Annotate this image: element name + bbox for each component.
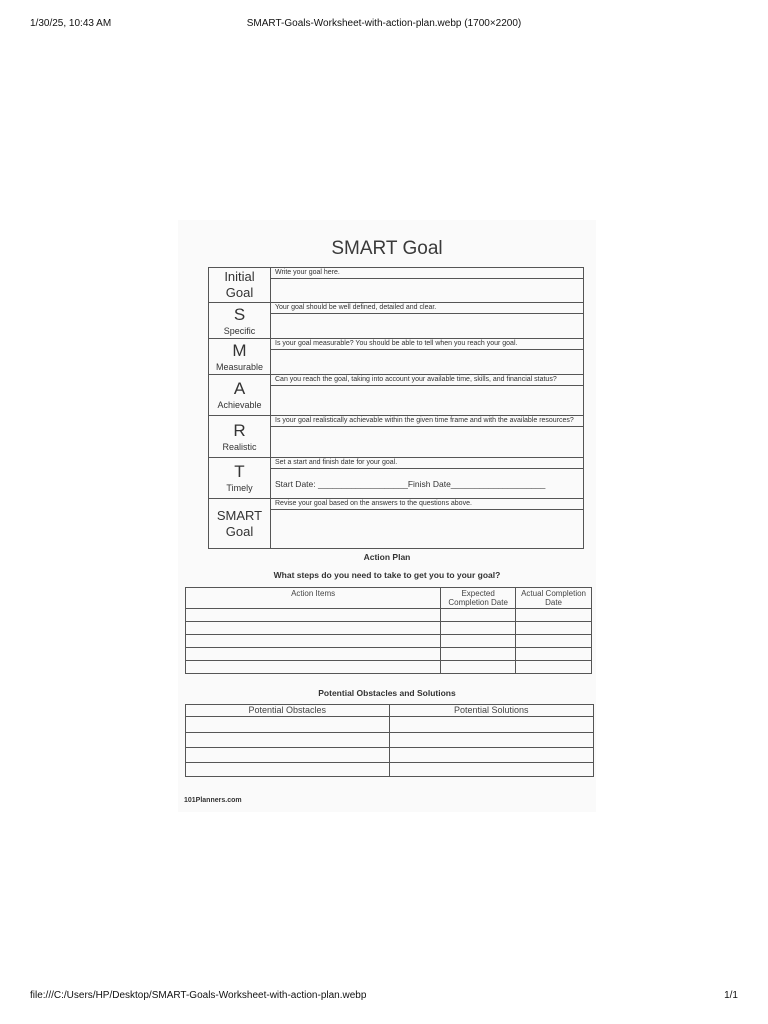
- worksheet-image: [178, 220, 596, 812]
- smart-row-measurable: [209, 339, 583, 375]
- smart-row-letter: R: [233, 420, 246, 440]
- actual-date-cell: [516, 661, 592, 674]
- smart-row-body: [271, 339, 583, 374]
- smart-row-answer-area: [271, 279, 583, 302]
- solution-cell: [389, 717, 594, 733]
- smart-row-prompt: Revise your goal based on the answers to the questions above.: [271, 499, 583, 510]
- finish-date-field: Finish Date____________________: [407, 479, 546, 489]
- table-row: [186, 763, 594, 777]
- smart-row-letter: T: [234, 462, 245, 481]
- expected-date-cell: [441, 635, 516, 648]
- obstacles-table: [185, 704, 594, 777]
- smart-row-letter: A: [233, 379, 246, 398]
- solution-cell: [389, 733, 594, 748]
- smart-row-answer-area: [271, 510, 583, 548]
- action-item-cell: [186, 635, 441, 648]
- obstacle-cell: [186, 763, 390, 777]
- date-fields: [271, 469, 583, 498]
- smart-row-prompt: Can you reach the goal, taking into account your available time, skills, and financial status?: [271, 375, 583, 386]
- action-plan-header-row: [186, 588, 592, 609]
- smart-row-answer-area: [271, 427, 583, 457]
- smart-row-label: [209, 268, 271, 302]
- smart-row-label: [209, 416, 271, 457]
- smart-row-body: [271, 375, 583, 415]
- action-plan-question: What steps do you need to take to get you to your goal?: [273, 570, 501, 580]
- actual-date-cell: [516, 635, 592, 648]
- smart-row-smart-goal: [209, 499, 583, 548]
- smart-row-answer-area: [271, 314, 583, 338]
- actual-date-cell: [516, 648, 592, 661]
- table-row: [186, 609, 592, 622]
- smart-row-body: [271, 268, 583, 302]
- print-file-path: file:///C:/Users/HP/Desktop/SMART-Goals-Worksheet-with-action-plan.webp: [30, 990, 367, 1001]
- brand-footer: 101Planners.com: [184, 797, 242, 804]
- print-timestamp: 1/30/25, 10:43 AM: [30, 18, 112, 29]
- table-row: [186, 622, 592, 635]
- action-item-cell: [186, 622, 441, 635]
- smart-row-word: Goal: [225, 285, 254, 300]
- smart-row-prompt: Is your goal measurable? You should be able to tell when you reach your goal.: [271, 339, 583, 350]
- smart-row-prompt: Your goal should be well defined, detailed and clear.: [271, 303, 583, 314]
- smart-row-letter: M: [232, 340, 247, 360]
- solution-cell: [389, 763, 594, 777]
- smart-row-label: [209, 303, 271, 338]
- action-items-header: Action Items: [186, 588, 441, 609]
- smart-row-prompt: Is your goal realistically achievable within the given time frame and with the available resources?: [271, 416, 583, 427]
- smart-row-answer-area: [271, 386, 583, 415]
- smart-row-letter: SMART: [216, 507, 263, 523]
- print-document-title: SMART-Goals-Worksheet-with-action-plan.webp (1700×2200): [246, 18, 522, 29]
- smart-row-label: [209, 499, 271, 548]
- smart-row-realistic: [209, 416, 583, 458]
- action-plan-table: [185, 587, 592, 674]
- table-row: [186, 648, 592, 661]
- smart-row-answer-area: [271, 350, 583, 374]
- smart-row-word: Measurable: [215, 361, 264, 372]
- action-item-cell: [186, 609, 441, 622]
- actual-date-cell: [516, 622, 592, 635]
- smart-row-body: [271, 458, 583, 498]
- smart-row-achievable: [209, 375, 583, 416]
- table-row: [186, 661, 592, 674]
- expected-date-cell: [441, 622, 516, 635]
- smart-row-body: [271, 416, 583, 457]
- smart-row-word: Specific: [223, 325, 256, 336]
- obstacle-cell: [186, 717, 390, 733]
- smart-row-prompt: Set a start and finish date for your goal.: [271, 458, 583, 469]
- smart-row-specific: [209, 303, 583, 339]
- print-page-number: 1/1: [724, 990, 738, 1001]
- smart-row-label: [209, 458, 271, 498]
- action-item-cell: [186, 661, 441, 674]
- smart-row-word: Achievable: [217, 400, 262, 410]
- print-footer: [30, 990, 738, 1006]
- table-row: [186, 733, 594, 748]
- table-row: [186, 748, 594, 763]
- smart-row-prompt: Write your goal here.: [271, 268, 583, 279]
- potential-obstacles-header: Potential Obstacles: [186, 705, 390, 717]
- smart-row-letter: Initial: [224, 269, 255, 284]
- potential-solutions-header: Potential Solutions: [389, 705, 594, 717]
- smart-row-word: Goal: [225, 523, 254, 539]
- smart-row-body: [271, 499, 583, 548]
- worksheet-title: SMART Goal: [331, 238, 443, 259]
- obstacle-cell: [186, 733, 390, 748]
- print-header: [30, 18, 738, 34]
- start-date-field: Start Date: ___________________: [275, 479, 408, 489]
- actual-date-header: Actual Completion Date: [516, 588, 592, 609]
- smart-row-timely: [209, 458, 583, 499]
- smart-row-body: [271, 303, 583, 338]
- smart-row-initial-goal: [209, 268, 583, 303]
- obstacles-heading: Potential Obstacles and Solutions: [318, 688, 456, 698]
- table-row: [186, 717, 594, 733]
- smart-row-label: [209, 339, 271, 374]
- action-item-cell: [186, 648, 441, 661]
- expected-date-header: Expected Completion Date: [441, 588, 516, 609]
- obstacle-cell: [186, 748, 390, 763]
- smart-row-label: [209, 375, 271, 415]
- obstacles-header-row: [186, 705, 594, 717]
- expected-date-cell: [441, 648, 516, 661]
- action-plan-heading: Action Plan: [363, 552, 411, 562]
- smart-row-word: Timely: [226, 483, 253, 493]
- smart-row-word: Realistic: [222, 441, 257, 452]
- smart-table: [208, 267, 584, 549]
- expected-date-cell: [441, 661, 516, 674]
- expected-date-cell: [441, 609, 516, 622]
- solution-cell: [389, 748, 594, 763]
- table-row: [186, 635, 592, 648]
- smart-row-letter: S: [233, 304, 246, 324]
- actual-date-cell: [516, 609, 592, 622]
